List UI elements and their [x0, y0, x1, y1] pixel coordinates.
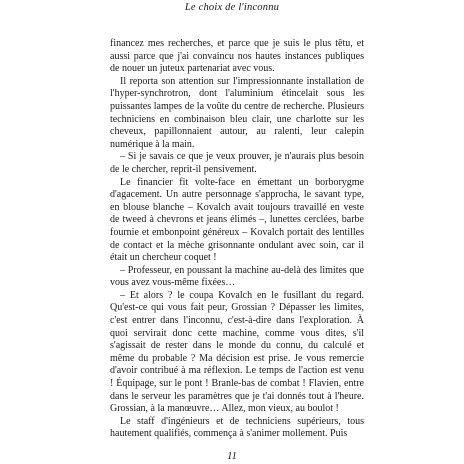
paragraph: Le financier fit volte-face en émettant un borborygme d'agacement. Un autre personnage s'approcha, le savant type, en blouse blanche – Kovalch avait toujours travaillé en veste de tweed à chevrons et jeans élimés –, lunettes cerclées, barbe fournie et embonpoint généreux – Kovalch portait des lentilles de contact et la mèche grisonnante ondulant avec soin, car il était un chercheur coquet !: [110, 176, 364, 264]
paragraph: financez mes recherches, et parce que je suis le plus têtu, et aussi parce que j'ai convaincu nos hautes instances publiques de nouer un juteux partenariat avec vous.: [110, 38, 364, 75]
paragraph: – Professeur, en poussant la machine au-delà des limites que vous avez vous-même fixées…: [110, 264, 364, 289]
page-number: 11: [227, 451, 237, 462]
paragraph: – Et alors ? le coupa Kovalch en le fusillant du regard. Qu'est-ce qui vous fait peur, Grossian ? Dépasser les limites, c'est entrer dans l'inconnu, c'est-à-dire dans l'exploration. À quoi servirait donc cette machine, comme vous dites, s'il s'agissait de rester dans le monde du connu, du calculé et même du probable ? Ma décision est prise. Je vous remercie d'avoir contribué à ma réflexion. Le temps de l'action est venu ! Équipage, sur le pont ! Branle-bas de combat ! Flavien, entre dans le serveur les paramètres que je t'ai donnés tout à l'heure. Grossian, à la manœuvre… Allez, mon vieux, au boulot !: [110, 289, 364, 415]
running-title: Le choix de l'inconnu: [184, 2, 280, 13]
paragraph: Le staff d'ingénieurs et de techniciens supérieurs, tous hautement qualifiés, commença à s'animer mollement. Puis: [110, 415, 364, 440]
paragraph: – Si je savais ce que je veux prouver, je n'aurais plus besoin de le chercher, reprit-il pensivement.: [110, 151, 364, 175]
body-text: [110, 38, 364, 441]
paragraph: Il reporta son attention sur l'impressionnante installation de l'hyper-synchrotron, dont l'aluminium étincelait sous les puissantes lampes de la voûte du centre de recherche. Plusieurs techniciens en combinaison bleu clair, une charlotte sur les cheveux, papillonnaient autour, au ralenti, leur calepin numérique à la main.: [110, 75, 364, 150]
